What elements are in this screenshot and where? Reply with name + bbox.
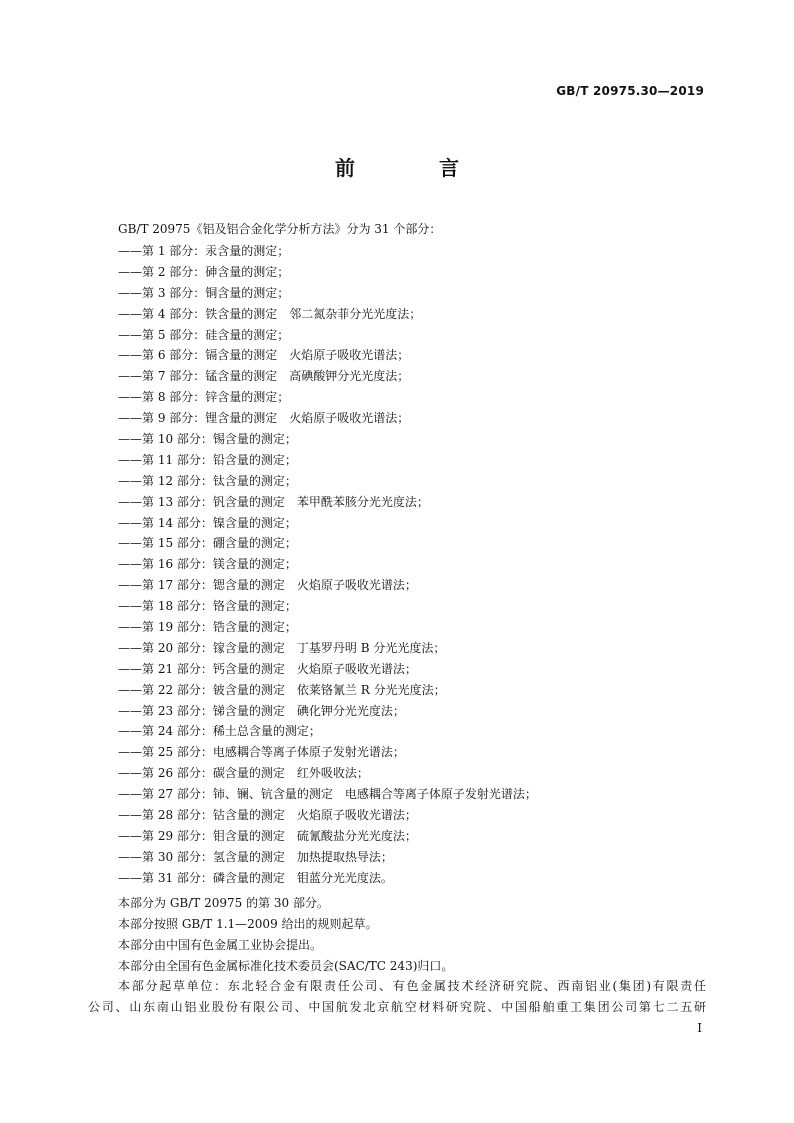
part-list-item: ——第 26 部分：碳含量的测定 红外吸收法； (118, 766, 369, 781)
part-list-item: ——第 10 部分：锡含量的测定； (118, 432, 297, 447)
part-list-item: ——第 13 部分：钒含量的测定 苯甲酰苯胲分光光度法； (118, 494, 429, 509)
part-list-item: ——第 27 部分：铈、镧、钪含量的测定 电感耦合等离子体原子发射光谱法； (118, 787, 537, 802)
part-list-item: ——第 17 部分：锶含量的测定 火焰原子吸收光谱法； (118, 578, 417, 593)
statement-jurisdiction: 本部分由全国有色金属标准化技术委员会(SAC/TC 243)归口。 (118, 958, 454, 973)
part-list-item: ——第 4 部分：铁含量的测定 邻二氮杂菲分光光度法； (118, 306, 422, 321)
part-list-item: ——第 9 部分：锂含量的测定 火焰原子吸收光谱法； (118, 411, 410, 426)
part-list-item: ——第 19 部分：锆含量的测定； (118, 620, 297, 635)
statement-proposed-by: 本部分由中国有色金属工业协会提出。 (118, 937, 323, 952)
standard-code: GB/T 20975.30—2019 (556, 84, 704, 98)
statement-drafting-rules: 本部分按照 GB/T 1.1—2009 给出的规则起草。 (118, 916, 378, 931)
part-list-item: ——第 20 部分：镓含量的测定 丁基罗丹明 B 分光光度法； (118, 640, 446, 655)
part-list-item: ——第 23 部分：锑含量的测定 碘化钾分光光度法； (118, 703, 405, 718)
part-list-item: ——第 3 部分：铜含量的测定； (118, 285, 290, 300)
part-list-item: ——第 31 部分：磷含量的测定 钼蓝分光光度法。 (118, 870, 393, 885)
part-list-item: ——第 21 部分：钙含量的测定 火焰原子吸收光谱法； (118, 661, 417, 676)
statements-block (118, 893, 453, 977)
part-list-item: ——第 16 部分：镁含量的测定； (118, 557, 297, 572)
parts-list (118, 241, 537, 889)
part-list-item: ——第 15 部分：硼含量的测定； (118, 536, 297, 551)
part-list-item: ——第 25 部分：电感耦合等离子体原子发射光谱法； (118, 745, 405, 760)
part-list-item: ——第 5 部分：硅含量的测定； (118, 327, 290, 342)
page-number: I (697, 1021, 702, 1035)
intro-paragraph: GB/T 20975《铝及铝合金化学分析方法》分为 31 个部分： (118, 222, 442, 236)
part-list-item: ——第 29 部分：钼含量的测定 硫氰酸盐分光光度法； (118, 828, 417, 843)
statement-part-of: 本部分为 GB/T 20975 的第 30 部分。 (118, 896, 329, 910)
drafters-line-1: 本部分起草单位：东北轻合金有限责任公司、有色金属技术经济研究院、西南铝业(集团)有限责任 (118, 979, 706, 993)
part-list-item: ——第 7 部分：锰含量的测定 高碘酸钾分光光度法； (118, 369, 410, 384)
part-list-item: ——第 24 部分：稀土总含量的测定； (118, 724, 321, 739)
part-list-item: ——第 6 部分：镉含量的测定 火焰原子吸收光谱法； (118, 348, 410, 363)
part-list-item: ——第 2 部分：砷含量的测定； (118, 264, 290, 279)
part-list-item: ——第 1 部分：汞含量的测定； (118, 244, 290, 258)
part-list-item: ——第 14 部分：镍含量的测定； (118, 515, 297, 530)
part-list-item: ——第 30 部分：氢含量的测定 加热提取热导法； (118, 849, 393, 864)
part-list-item: ——第 22 部分：铍含量的测定 依莱铬氰兰 R 分光光度法； (118, 682, 446, 697)
part-list-item: ——第 12 部分：钛含量的测定； (118, 473, 297, 488)
part-list-item: ——第 18 部分：铬含量的测定； (118, 599, 297, 614)
part-list-item: ——第 11 部分：铅含量的测定； (118, 452, 297, 467)
page-title: 前 言 (335, 156, 491, 180)
part-list-item: ——第 8 部分：锌含量的测定； (118, 390, 290, 405)
drafters-paragraph (88, 976, 706, 1018)
part-list-item: ——第 28 部分：钴含量的测定 火焰原子吸收光谱法； (118, 808, 417, 823)
drafters-line-2: 公司、山东南山铝业股份有限公司、中国航发北京航空材料研究院、中国船舶重工集团公司第七二五研 (88, 999, 706, 1014)
